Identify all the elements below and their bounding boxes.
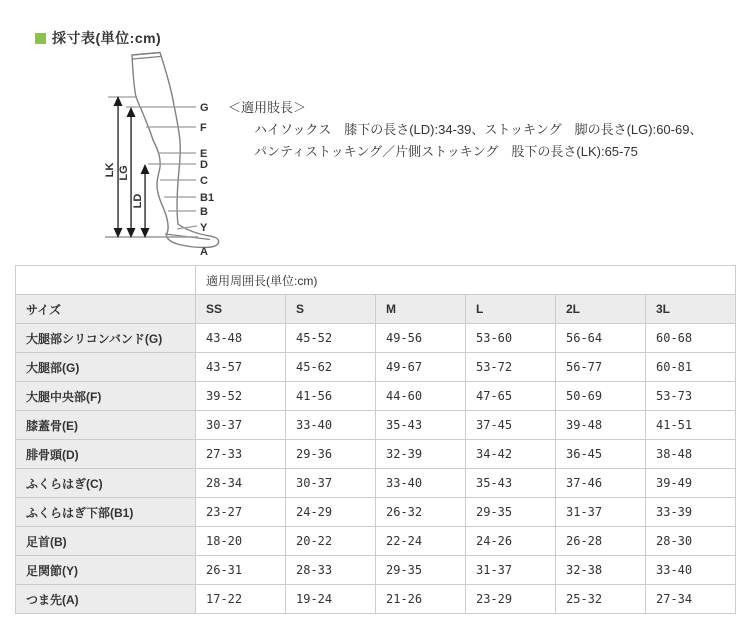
point-label-e: E — [200, 148, 208, 160]
size-value-cell: 53-72 — [466, 353, 556, 382]
point-label-d: D — [200, 159, 208, 171]
table-row — [16, 498, 736, 527]
page-title-text: 採寸表(単位:cm) — [52, 30, 162, 46]
size-value-cell: 31-37 — [556, 498, 646, 527]
size-value-cell: 43-48 — [196, 324, 286, 353]
size-value-cell: 23-29 — [466, 585, 556, 614]
size-value-cell: 39-48 — [556, 411, 646, 440]
size-value-cell: 33-40 — [646, 556, 736, 585]
size-value-cell: 45-62 — [286, 353, 376, 382]
size-value-cell: 39-52 — [196, 382, 286, 411]
size-value-cell: 43-57 — [196, 353, 286, 382]
size-value-cell: 37-45 — [466, 411, 556, 440]
size-value-cell: 32-39 — [376, 440, 466, 469]
applicable-length-line2: パンティストッキング／片側ストッキング 股下の長さ(LK):65-75 — [254, 144, 638, 159]
row-label-cell: 足関節(Y) — [16, 556, 196, 585]
size-value-cell: 33-39 — [646, 498, 736, 527]
row-label-cell: 膝蓋骨(E) — [16, 411, 196, 440]
size-col-header-3l: 3L — [646, 295, 736, 324]
point-label-f: F — [200, 122, 207, 134]
size-value-cell: 53-73 — [646, 382, 736, 411]
row-label-cell: 大腿部(G) — [16, 353, 196, 382]
size-table-body — [16, 266, 736, 614]
size-value-cell: 22-24 — [376, 527, 466, 556]
size-value-cell: 33-40 — [376, 469, 466, 498]
size-value-cell: 44-60 — [376, 382, 466, 411]
size-value-cell: 60-68 — [646, 324, 736, 353]
table-row — [16, 556, 736, 585]
size-value-cell: 41-51 — [646, 411, 736, 440]
point-label-y: Y — [200, 222, 208, 234]
size-col-header-m: M — [376, 295, 466, 324]
row-label-cell: 大腿部シリコンバンド(G) — [16, 324, 196, 353]
table-row — [16, 353, 736, 382]
size-value-cell: 34-42 — [466, 440, 556, 469]
size-value-cell: 27-33 — [196, 440, 286, 469]
size-value-cell: 19-24 — [286, 585, 376, 614]
size-value-cell: 53-60 — [466, 324, 556, 353]
size-value-cell: 47-65 — [466, 382, 556, 411]
size-value-cell: 24-26 — [466, 527, 556, 556]
table-row — [16, 440, 736, 469]
size-value-cell: 35-43 — [376, 411, 466, 440]
size-col-header-2l: 2L — [556, 295, 646, 324]
length-label-lk: LK — [104, 162, 116, 178]
point-label-c: C — [200, 175, 208, 187]
size-value-cell: 30-37 — [286, 469, 376, 498]
size-value-cell: 31-37 — [466, 556, 556, 585]
table-row — [16, 382, 736, 411]
size-value-cell: 18-20 — [196, 527, 286, 556]
applicable-length-line1: ハイソックス 膝下の長さ(LD):34-39、ストッキング 脚の長さ(LG):60-69、 — [254, 122, 703, 137]
size-value-cell: 60-81 — [646, 353, 736, 382]
size-value-cell: 36-45 — [556, 440, 646, 469]
applicable-length-block — [228, 97, 702, 163]
row-label-cell: ふくらはぎ下部(B1) — [16, 498, 196, 527]
size-value-cell: 39-49 — [646, 469, 736, 498]
row-label-cell: ふくらはぎ(C) — [16, 469, 196, 498]
span-header-row — [16, 266, 736, 295]
size-value-cell: 21-26 — [376, 585, 466, 614]
table-row — [16, 527, 736, 556]
size-value-cell: 41-56 — [286, 382, 376, 411]
size-value-cell: 28-30 — [646, 527, 736, 556]
size-value-cell: 17-22 — [196, 585, 286, 614]
size-value-cell: 49-56 — [376, 324, 466, 353]
size-value-cell: 26-31 — [196, 556, 286, 585]
size-value-cell: 49-67 — [376, 353, 466, 382]
size-col-header-ss: SS — [196, 295, 286, 324]
table-row — [16, 585, 736, 614]
size-value-cell: 50-69 — [556, 382, 646, 411]
size-value-cell: 26-28 — [556, 527, 646, 556]
size-value-cell: 45-52 — [286, 324, 376, 353]
size-col-header-s: S — [286, 295, 376, 324]
point-label-b1: B1 — [200, 192, 215, 204]
size-value-cell: 35-43 — [466, 469, 556, 498]
size-value-cell: 33-40 — [286, 411, 376, 440]
size-table — [15, 265, 736, 614]
point-label-b: B — [200, 206, 208, 218]
size-value-cell: 30-37 — [196, 411, 286, 440]
corner-empty-cell — [16, 266, 196, 295]
table-row — [16, 469, 736, 498]
size-header-cell: サイズ — [16, 295, 196, 324]
size-value-cell: 56-77 — [556, 353, 646, 382]
length-label-ld: LD — [132, 193, 144, 209]
point-label-a: A — [200, 246, 208, 258]
size-value-cell: 28-33 — [286, 556, 376, 585]
table-row — [16, 324, 736, 353]
size-value-cell: 56-64 — [556, 324, 646, 353]
size-value-cell: 29-35 — [376, 556, 466, 585]
size-value-cell: 23-27 — [196, 498, 286, 527]
table-row — [16, 411, 736, 440]
size-header-row — [16, 295, 736, 324]
size-value-cell: 25-32 — [556, 585, 646, 614]
row-label-cell: 大腿中央部(F) — [16, 382, 196, 411]
size-value-cell: 27-34 — [646, 585, 736, 614]
applicable-length-heading: ＜適用肢長＞ — [228, 100, 307, 115]
size-col-header-l: L — [466, 295, 556, 324]
size-value-cell: 29-35 — [466, 498, 556, 527]
size-value-cell: 37-46 — [556, 469, 646, 498]
row-label-cell: つま先(A) — [16, 585, 196, 614]
size-value-cell: 24-29 — [286, 498, 376, 527]
point-label-g: G — [200, 102, 209, 114]
size-value-cell: 32-38 — [556, 556, 646, 585]
span-header-cell: 適用周囲長(単位:cm) — [196, 266, 736, 295]
size-value-cell: 28-34 — [196, 469, 286, 498]
row-label-cell: 足首(B) — [16, 527, 196, 556]
row-label-cell: 腓骨頭(D) — [16, 440, 196, 469]
size-value-cell: 26-32 — [376, 498, 466, 527]
length-label-lg: LG — [118, 165, 130, 181]
size-value-cell: 38-48 — [646, 440, 736, 469]
size-value-cell: 20-22 — [286, 527, 376, 556]
size-value-cell: 29-36 — [286, 440, 376, 469]
